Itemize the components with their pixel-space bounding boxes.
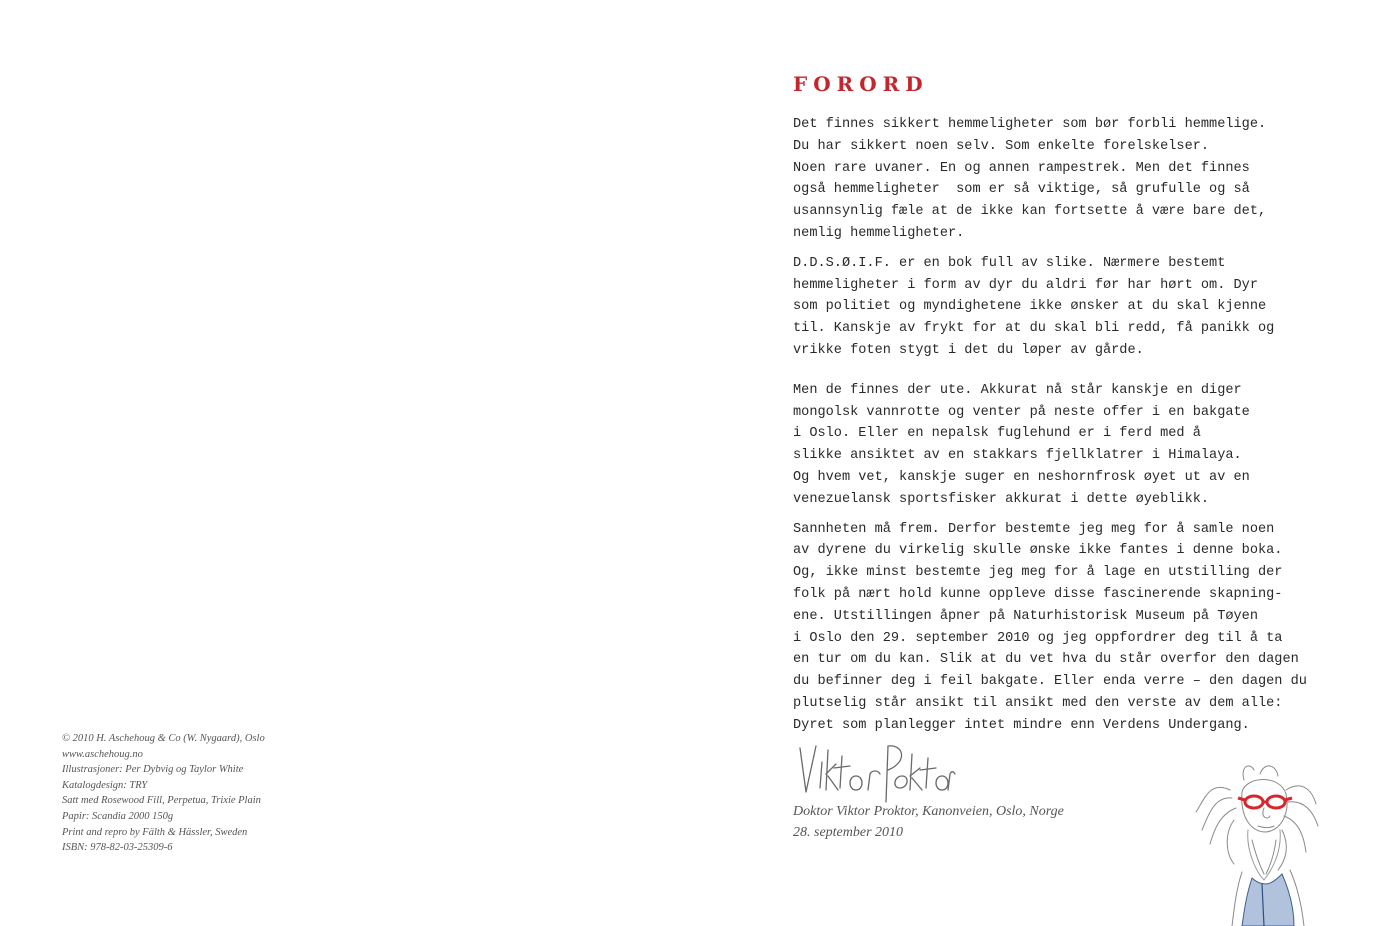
colophon-line: Papir: Scandia 2000 150g xyxy=(62,810,174,822)
text-line: nemlig hemmeligheter. xyxy=(793,225,965,241)
text-line: slikke ansiktet av en stakkars fjellklatrer i Himalaya. xyxy=(793,448,1242,464)
foreword-body xyxy=(793,114,1383,737)
signature-date: 28. september 2010 xyxy=(793,825,904,840)
text-line: ene. Utstillingen åpner på Naturhistorisk Museum på Tøyen xyxy=(793,608,1258,624)
text-line: også hemmeligheter som er så viktige, så grufulle og så xyxy=(793,182,1250,198)
text-line: i Oslo. Eller en nepalsk fuglehund er i ferd med å xyxy=(793,426,1201,442)
text-line: en tur om du kan. Slik at du vet hva du står overfor den dagen xyxy=(793,652,1299,668)
text-line: Noen rare uvaner. En og annen rampestrek. Men det finnes xyxy=(793,160,1250,176)
professor-illustration xyxy=(1190,760,1340,926)
text-line: Dyret som planlegger intet mindre enn Verdens Undergang. xyxy=(793,717,1250,733)
text-line: vrikke foten stygt i det du løper av gårde. xyxy=(793,342,1144,358)
text-line: i Oslo den 29. september 2010 og jeg oppfordrer deg til å ta xyxy=(793,630,1283,646)
text-line: D.D.S.Ø.I.F. er en bok full av slike. Nærmere bestemt xyxy=(793,255,1226,271)
text-line: Men de finnes der ute. Akkurat nå står kanskje en diger xyxy=(793,382,1242,398)
paragraph xyxy=(793,519,1383,737)
signature-name: Doktor Viktor Proktor, Kanonveien, Oslo, Norge xyxy=(793,804,1064,819)
text-line: plutselig står ansikt til ansikt med den verste av dem alle: xyxy=(793,695,1283,711)
text-line: usannsynlig fæle at de ikke kan fortsette å være bare det, xyxy=(793,204,1267,220)
paragraph xyxy=(793,114,1383,245)
text-line: til. Kanskje av frykt for at du skal bli redd, få panikk og xyxy=(793,321,1275,337)
signature-caption xyxy=(793,801,1064,843)
text-line: venezuelansk sportsfisker akkurat i dette øyeblikk. xyxy=(793,491,1210,507)
colophon-line: © 2010 H. Aschehoug & Co (W. Nygaard), Oslo xyxy=(62,733,265,744)
text-line: du befinner deg i feil bakgate. Eller enda verre – den dagen du xyxy=(793,674,1307,690)
paragraph xyxy=(793,380,1383,511)
page-title: FORORD xyxy=(793,72,929,96)
text-line: folk på nært hold kunne oppleve disse fascinerende skapning- xyxy=(793,586,1283,602)
colophon-line: Illustrasjoner: Per Dybvig og Taylor White xyxy=(62,764,244,776)
text-line: som politiet og myndighetene ikke ønsker at du skal kjenne xyxy=(793,299,1267,315)
text-line: Du har sikkert noen selv. Som enkelte forelskelser. xyxy=(793,138,1210,154)
handwritten-signature xyxy=(796,742,956,806)
text-line: Og hvem vet, kanskje suger en neshornfrosk øyet ut av en xyxy=(793,469,1250,485)
colophon-line: Print and repro by Fälth & Hässler, Sweden xyxy=(62,826,248,838)
colophon-line: www.aschehoug.no xyxy=(62,748,143,760)
colophon-line: Katalogdesign: TRY xyxy=(62,779,148,791)
text-line: av dyrene du virkelig skulle ønske ikke fantes i denne boka. xyxy=(793,543,1283,559)
text-line: Og, ikke minst bestemte jeg meg for å lage en utstilling der xyxy=(793,565,1283,581)
text-line: mongolsk vannrotte og venter på neste offer i en bakgate xyxy=(793,404,1250,420)
colophon-line: Satt med Rosewood Fill, Perpetua, Trixie Plain xyxy=(62,795,261,807)
text-line: Sannheten må frem. Derfor bestemte jeg meg for å samle noen xyxy=(793,521,1275,537)
colophon-line: ISBN: 978-82-03-25309-6 xyxy=(62,842,173,854)
colophon xyxy=(62,731,422,856)
paragraph xyxy=(793,253,1383,362)
text-line: hemmeligheter i form av dyr du aldri før har hørt om. Dyr xyxy=(793,277,1258,293)
text-line: Det finnes sikkert hemmeligheter som bør forbli hemmelige. xyxy=(793,117,1267,132)
